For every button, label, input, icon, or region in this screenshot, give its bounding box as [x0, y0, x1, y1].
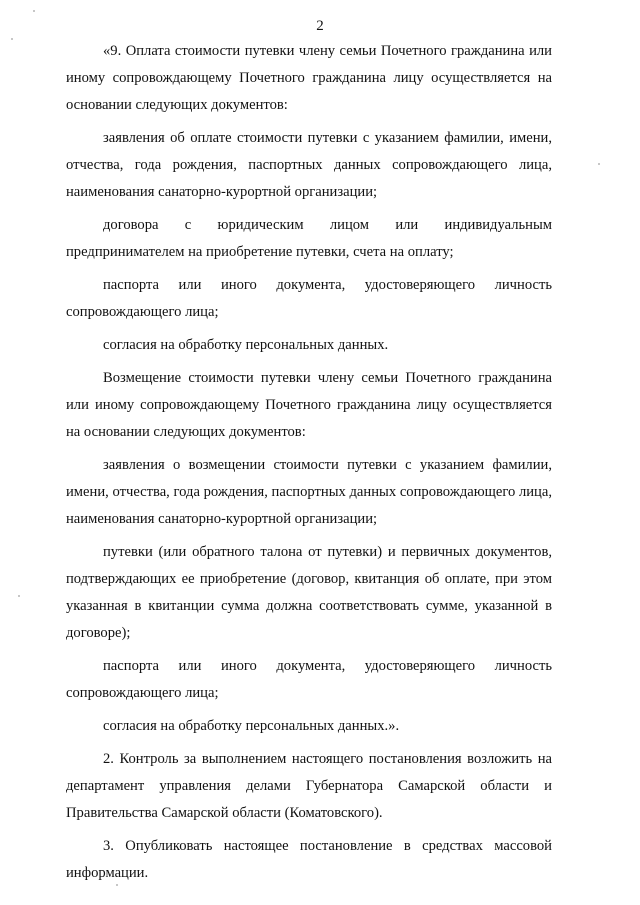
- paragraph-payment-intro: «9. Оплата стоимости путевки члену семьи Почетного гражданина или иному сопровождающему Почетного гражданина лицу осуществляется на основании следующих документов:: [66, 43, 552, 113]
- scan-speck: [598, 163, 600, 165]
- paragraph-control-clause: 2. Контроль за выполнением настоящего постановления возложить на департамент управления делами Губернатора Самарской области и Правительства Самарской области (Коматовского).: [66, 751, 552, 821]
- page-number: 2: [316, 18, 324, 34]
- paragraph-reimbursement-voucher: путевки (или обратного талона от путевки) и первичных документов, подтверждающих ее приобретение (договор, квитанция об оплате, при этом указанная в квитанции сумма должна соответствовать сумме, указанной в договоре);: [66, 544, 552, 641]
- paragraph-payment-consent: согласия на обработку персональных данных.: [103, 337, 389, 353]
- scan-speck: [11, 38, 13, 40]
- paragraph-publication-clause: 3. Опубликовать настоящее постановление в средствах массовой информации.: [66, 838, 552, 881]
- paragraph-payment-passport: паспорта или иного документа, удостоверяющего личность сопровождающего лица;: [66, 277, 552, 320]
- document-body: [66, 38, 552, 893]
- paragraph-reimbursement-application: заявления о возмещении стоимости путевки с указанием фамилии, имени, отчества, года рождения, паспортных данных сопровождающего лица, наименования санаторно-курортной организации;: [66, 457, 552, 527]
- paragraph-payment-application: заявления об оплате стоимости путевки с указанием фамилии, имени, отчества, года рождения, паспортных данных сопровождающего лица, наименования санаторно-курортной организации;: [66, 130, 552, 200]
- paragraph-reimbursement-passport: паспорта или иного документа, удостоверяющего личность сопровождающего лица;: [66, 658, 552, 701]
- scan-speck: [18, 595, 20, 597]
- scan-speck: [33, 10, 35, 12]
- paragraph-payment-contract: договора с юридическим лицом или индивидуальным предпринимателем на приобретение путевки, счета на оплату;: [66, 217, 552, 260]
- scan-speck: [116, 884, 118, 886]
- paragraph-reimbursement-intro: Возмещение стоимости путевки члену семьи Почетного гражданина или иному сопровождающему Почетного гражданина лицу осуществляется на основании следующих документов:: [66, 370, 552, 440]
- paragraph-reimbursement-consent: согласия на обработку персональных данных.».: [103, 718, 400, 734]
